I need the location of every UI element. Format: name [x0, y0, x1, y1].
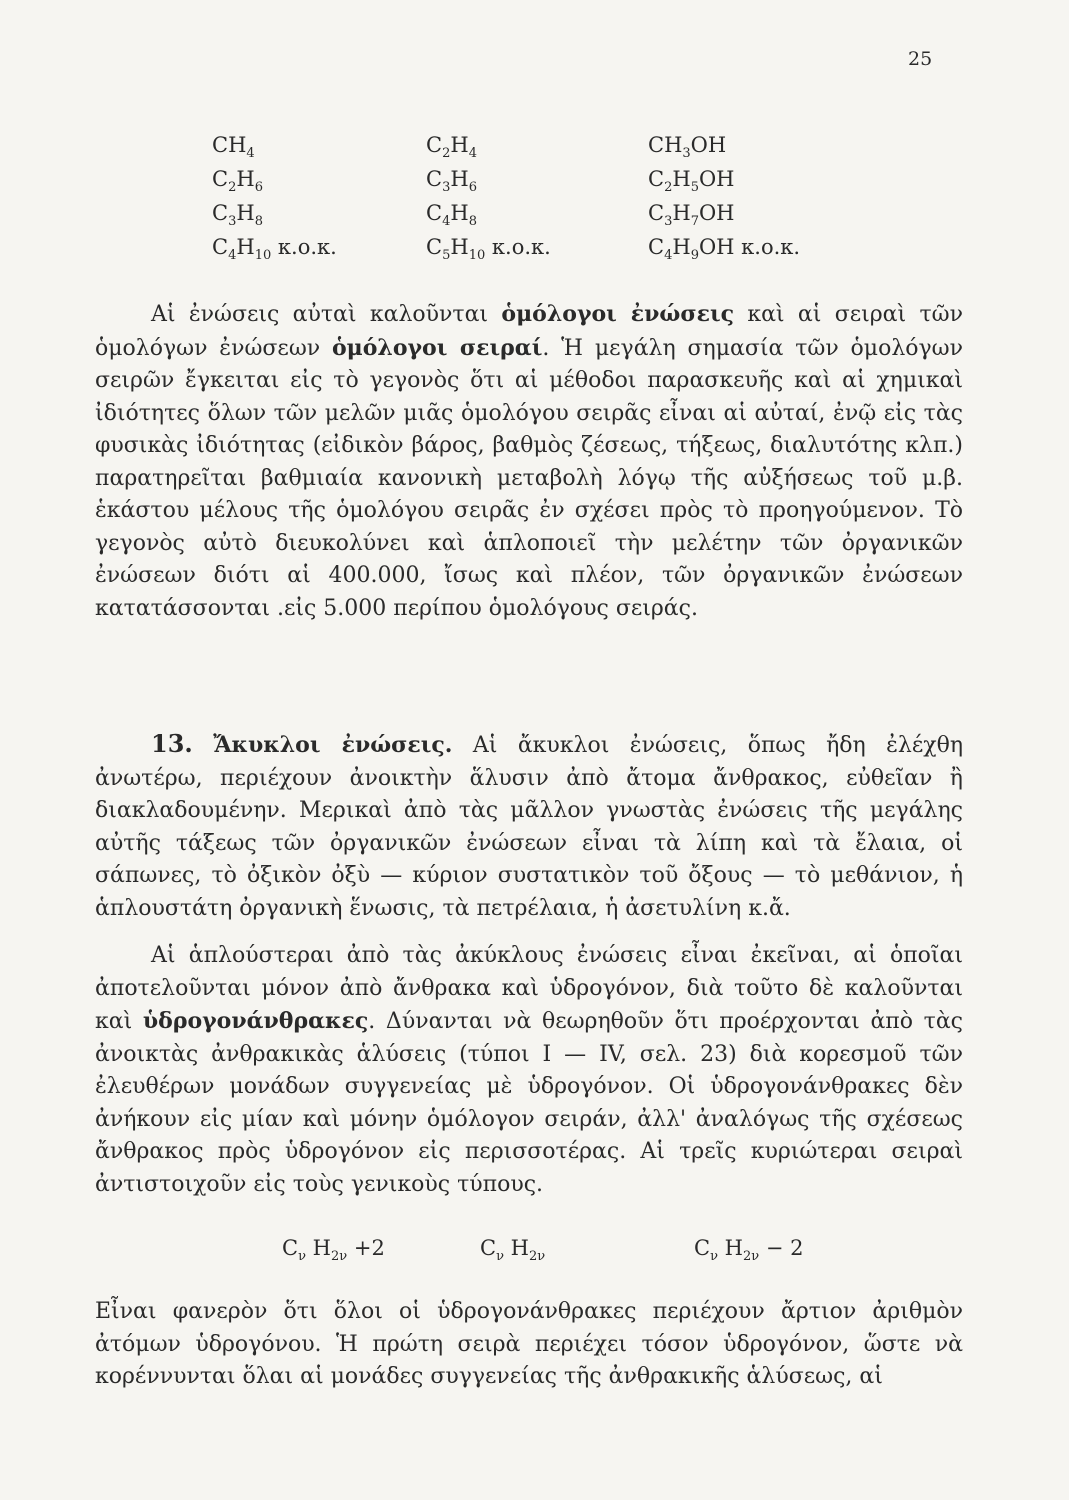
formula: $C_4H_{10}$ κ.ο.κ. — [212, 235, 337, 264]
paragraph-text: Εἶναι φανερὸν ὅτι ὅλοι οἱ ὑδρογονάνθρακες περιέχουν ἄρτιον ἀριθμὸν ἀτόμων ὑδρογόνου. Ἡ πρώτη σειρὰ περιέχει τόσον ὑδρογόνον, ὥστε νὰ κορέννυνται ὅλαι αἱ μονάδες συγγενείας τῆς ἀνθρακικῆς ἁλύσεως, αἱ — [95, 1299, 963, 1389]
formula: $C_3H_7OH$ — [648, 201, 735, 230]
page-number: 25 — [908, 48, 933, 70]
general-formula-alkenes: $C_\nu$ $H_{2\nu}$ — [480, 1236, 546, 1265]
formula: $C_3H_6$ — [426, 167, 477, 196]
section-number: 13. — [151, 729, 193, 758]
formula-column-alcohols — [648, 128, 800, 264]
formula: $CH_4$ — [212, 133, 255, 162]
formula: $C_4H_8$ — [426, 201, 477, 230]
paragraph-text: 13. Ἄκυκλοι ἐνώσεις. Αἱ ἄκυκλοι ἐνώσεις, ὅπως ἤδη ἐλέχθη ἀνωτέρω, περιέχουν ἀνοικτὴν ἅλυσιν ἀπὸ ἄτομα ἄνθρακος, εὐθεῖαν ἢ διακλαδουμένην. Μερικαὶ ἀπὸ τὰς μᾶλλον γνωστὰς ἐνώσεις τῆς μεγάλης αὐτῆς τάξεως τῶν ὀργανικῶν ἐνώσεων εἶναι τὰ λίπη καὶ τὰ ἔλαια, οἱ σάπωνες, τὸ ὀξικὸν ὀξὺ — κύριον συστατικὸν τοῦ ὄξους — τὸ μεθάνιον, ἡ ἁπλουστάτη ὀργανικὴ ἕνωσις, τὰ πετρέλαια, ἡ ἀσετυλίνη κ.ἄ. — [95, 729, 964, 921]
formula: $C_2H_6$ — [212, 167, 263, 196]
formula: $C_4H_9OH$ κ.ο.κ. — [648, 235, 801, 264]
paragraph-homologous-series — [95, 298, 963, 625]
formula-column-alkenes — [426, 128, 551, 264]
general-formula-alkynes: $C_\nu$ $H_{2\nu} - 2$ — [694, 1236, 804, 1265]
section-13 — [95, 728, 963, 925]
term-homologous-series: ὁμόλογοι σειραί — [331, 334, 543, 361]
formula-column-alkanes — [212, 128, 337, 264]
paragraph-text: Αἱ ἁπλούστεραι ἀπὸ τὰς ἀκύκλους ἐνώσεις εἶναι ἐκεῖναι, αἱ ὁποῖαι ἀποτελοῦνται μόνον ἀπὸ ἄνθρακα καὶ ὑδρογόνον, διὰ τοῦτο δὲ καλοῦνται καὶ ὑδρογονάνθρακες. Δύνανται νὰ θεωρηθοῦν ὅτι προέρχονται ἀπὸ τὰς ἀνοικτὰς ἀνθρακικὰς ἁλύσεις (τύποι I — IV, σελ. 23) διὰ κορεσμοῦ τῶν ἐλευθέρων μονάδων συγγενείας μὲ ὑδρογόνον. Οἱ ὑδρογονάνθρακες δὲν ἀνήκουν εἰς μίαν καὶ μόνην ὁμόλογον σειράν, ἀλλ' ἀναλόγως τῆς σχέσεως ἄνθρακος πρὸς ὑδρογόνον εἰς περισσοτέρας. Αἱ τρεῖς κυριώτεραι σειραὶ ἀντιστοιχοῦν εἰς τοὺς γενικοὺς τύπους. — [95, 943, 964, 1197]
general-formula-alkanes: $C_\nu$ $H_{2\nu} +2$ — [282, 1236, 385, 1265]
paragraph-even-hydrogen — [95, 1296, 963, 1394]
formula: $CH_3OH$ — [648, 133, 727, 162]
formula: $C_2H_4$ — [426, 133, 477, 162]
term-homologous-compounds: ὁμόλογοι ἐνώσεις — [501, 301, 734, 327]
paragraph-hydrocarbons — [95, 940, 963, 1201]
section-heading: Ἄκυκλοι ἐνώσεις. — [213, 732, 453, 758]
formula: $C_5H_{10}$ κ.ο.κ. — [426, 235, 551, 264]
formula: $C_2H_5OH$ — [648, 167, 735, 196]
formula: $C_3H_8$ — [212, 201, 263, 230]
term-hydrocarbons: ὑδρογονάνθρακες — [142, 1008, 369, 1034]
paragraph-text: Αἱ ἐνώσεις αὐταὶ καλοῦνται ὁμόλογοι ἐνώσεις καὶ αἱ σειραὶ τῶν ὁμολόγων ἐνώσεων ὁμόλογοι σειραί. Ἡ μεγάλη σημασία τῶν ὁμολόγων σειρῶν ἔγκειται εἰς τὸ γεγονὸς ὅτι αἱ μέθοδοι παρασκευῆς καὶ αἱ χημικαὶ ἰδιότητες ὅλων τῶν μελῶν μιᾶς ὁμολόγου σειρᾶς εἶναι αἱ αὐταί, ἐνῷ εἰς τὰς φυσικὰς ἰδιότητας (εἰδικὸν βάρος, βαθμὸς ζέσεως, τήξεως, διαλυτότης κλπ.) παρατηρεῖται βαθμιαία κανονικὴ μεταβολὴ λόγῳ τῆς αὐξήσεως τοῦ μ.β. ἑκάστου μέλους τῆς ὁμολόγου σειρᾶς ἐν σχέσει πρὸς τὸ προηγούμενον. Τὸ γεγονὸς αὐτὸ διευκολύνει καὶ ἁπλοποιεῖ τὴν μελέτην τῶν ὀργανικῶν ἐνώσεων διότι αἱ 400.000, ἴσως καὶ πλέον, τῶν ὀργανικῶν ἐνώσεων κατατάσσονται .εἰς 5.000 περίπου ὁμολόγους σειράς. — [95, 301, 963, 621]
